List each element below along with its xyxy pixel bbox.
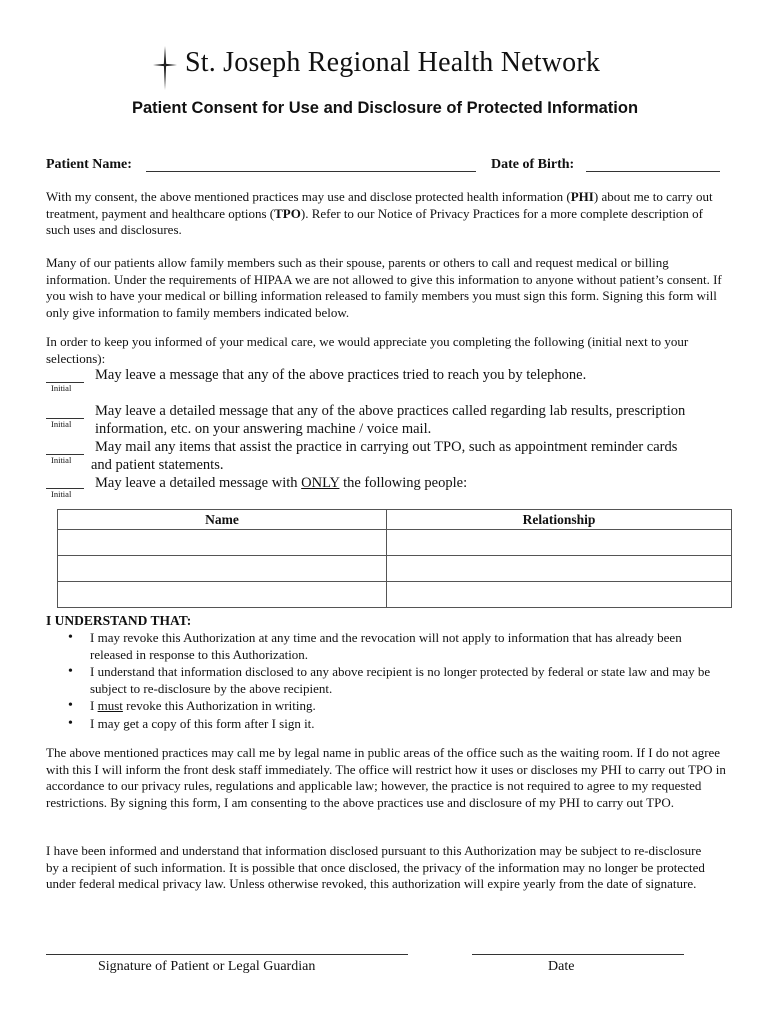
option-telephone-message: May leave a message that any of the above practices tried to reach you by telephone.: [95, 367, 587, 383]
relationship-cell[interactable]: [387, 530, 732, 556]
table-row: [58, 530, 732, 556]
list-item: • I may get a copy of this form after I sign it.: [46, 716, 726, 733]
cross-logo-icon: [150, 44, 180, 92]
initial-label-2: Initial: [51, 419, 72, 429]
initial-label-3: Initial: [51, 455, 72, 465]
signature-label: Signature of Patient or Legal Guardian: [98, 959, 316, 974]
relationship-cell[interactable]: [387, 556, 732, 582]
table-header-row: [58, 510, 732, 530]
relationship-column-header: Relationship: [387, 510, 732, 530]
dob-field[interactable]: [586, 171, 720, 172]
closing-paragraph-2: I have been informed and understand that information disclosed pursuant to this Authorization may be subject to re-disclosure by a recipient of such information. It is possible that once disclosed, the privacy of the information may no longer be protected under federal medical privacy law. Unless otherwise revoked, this authorization will expire yearly from the date of signature.: [46, 843, 705, 891]
name-cell[interactable]: [58, 530, 387, 556]
patient-name-field[interactable]: [146, 171, 476, 172]
patient-name-label: Patient Name:: [46, 157, 132, 172]
understand-heading: I UNDERSTAND THAT:: [46, 613, 192, 628]
closing-paragraph-1: The above mentioned practices may call me by legal name in public areas of the office such as the waiting room. If I do not agree with this I will inform the front desk staff immediately. The office will restrict how it uses or discloses my PHI to carry out TPO in accordance to our privacy rules, regulations and applicable law; however, the practice is not required to agree to my requested restrictions. By signing this form, I am consenting to the above practices use and disclosure of my PHI to carry out TPO.: [46, 745, 726, 810]
dob-label: Date of Birth:: [491, 157, 575, 172]
contacts-table: [57, 509, 732, 608]
understand-list: [46, 630, 726, 733]
option-only-following-people: May leave a detailed message with ONLY the following people:: [95, 475, 468, 491]
list-item: • I must revoke this Authorization in writing.: [46, 698, 726, 715]
list-item: • I may revoke this Authorization at any time and the revocation will not apply to information that has already been released in response to this Authorization.: [46, 630, 726, 663]
name-cell[interactable]: [58, 582, 387, 608]
form-title: Patient Consent for Use and Disclosure of Protected Information: [131, 99, 639, 117]
list-item: • I understand that information disclosed to any above recipient is no longer protected by federal or state law and may be subject to re-disclosure by the above recipient.: [46, 664, 726, 697]
signature-date-field[interactable]: [472, 954, 684, 955]
intro-paragraph-1: With my consent, the above mentioned practices may use and disclose protected health information (PHI) about me to carry out treatment, payment and healthcare options (TPO). Refer to our Notice of Privacy Practices for a more complete description of such uses and disclosures.: [46, 189, 713, 237]
option-detailed-message: May leave a detailed message that any of the above practices called regarding lab results, prescription information, etc. on your answering machine / voice mail.: [95, 403, 686, 437]
option-mail-items: May mail any items that assist the practice in carrying out TPO, such as appointment reminder cards and patient statements.: [91, 439, 678, 473]
name-column-header: Name: [58, 510, 387, 530]
initial-label-4: Initial: [51, 489, 72, 499]
organization-name: St. Joseph Regional Health Network: [185, 47, 601, 78]
table-row: [58, 556, 732, 582]
initial-label-1: Initial: [51, 383, 72, 393]
intro-paragraph-3: In order to keep you informed of your medical care, we would appreciate you completing the following (initial next to your selections):: [46, 334, 689, 366]
intro-paragraph-2: Many of our patients allow family members such as their spouse, parents or others to call and request medical or billing information. Under the requirements of HIPAA we are not allowed to give this information to anyone without patient’s consent. If you wish to have your medical or billing information released to family members you must sign this form. Signing this form will only give information to family members indicated below.: [46, 255, 722, 320]
signature-field[interactable]: [46, 954, 408, 955]
signature-date-label: Date: [548, 959, 575, 974]
name-cell[interactable]: [58, 556, 387, 582]
table-row: [58, 582, 732, 608]
relationship-cell[interactable]: [387, 582, 732, 608]
